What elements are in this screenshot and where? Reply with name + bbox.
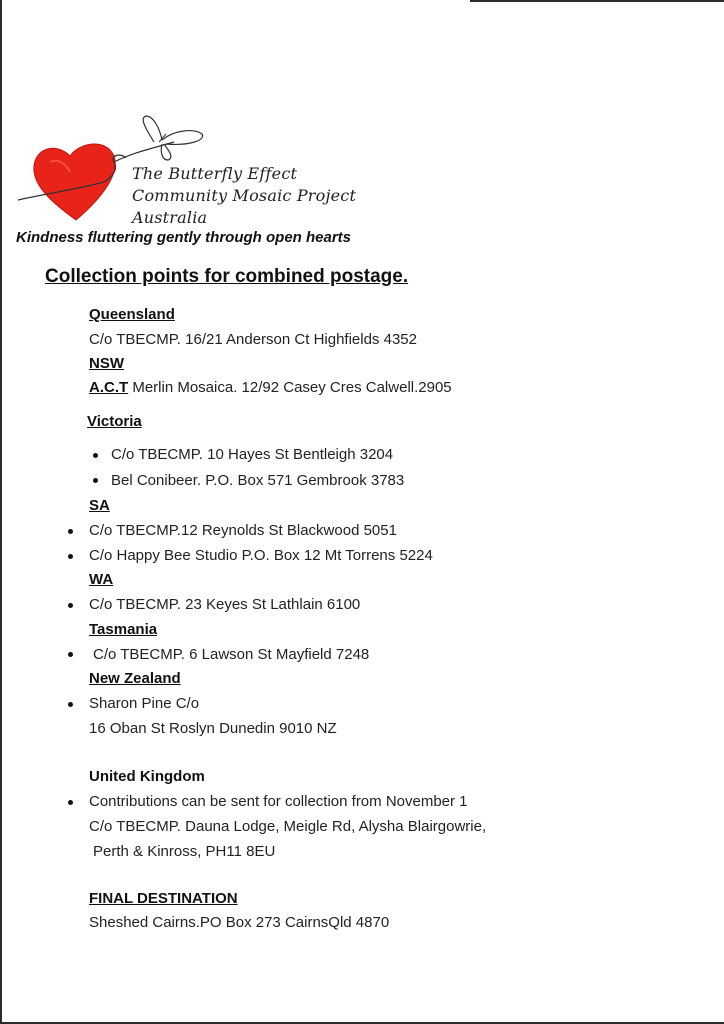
- united-kingdom-note: Contributions can be sent for collection from November 1: [89, 793, 468, 810]
- bullet: [68, 529, 73, 534]
- sa-address-1: C/o TBECMP.12 Reynolds St Blackwood 5051: [89, 522, 397, 539]
- logo-title-line2: Community Mosaic Project: [132, 186, 357, 205]
- region-tasmania-title: Tasmania: [89, 621, 158, 638]
- victoria-address-2: Bel Conibeer. P.O. Box 571 Gembrook 3783: [111, 472, 405, 489]
- final-destination-title: FINAL DESTINATION: [89, 890, 238, 907]
- region-new-zealand-title: New Zealand: [89, 670, 181, 687]
- logo-title-line1: The Butterfly Effect: [132, 164, 298, 183]
- page-border-top: [470, 0, 724, 2]
- tasmania-address: C/o TBECMP. 6 Lawson St Mayfield 7248: [93, 646, 370, 663]
- bullet: [68, 702, 73, 707]
- queensland-address: C/o TBECMP. 16/21 Anderson Ct Highfields 4352: [89, 331, 417, 348]
- new-zealand-name: Sharon Pine C/o: [89, 695, 200, 712]
- region-nsw-title: NSW: [89, 355, 124, 372]
- bullet: [68, 554, 73, 559]
- wa-address: C/o TBECMP. 23 Keyes St Lathlain 6100: [89, 596, 361, 613]
- united-kingdom-address-2: Perth & Kinross, PH11 8EU: [93, 843, 276, 860]
- bullet: [68, 603, 73, 608]
- sa-address-2: C/o Happy Bee Studio P.O. Box 12 Mt Torrens 5224: [89, 547, 433, 564]
- region-victoria-title: Victoria: [87, 413, 142, 430]
- page-heading: Collection points for combined postage.: [45, 266, 409, 287]
- page-border-left: [0, 0, 2, 1024]
- logo: [14, 112, 357, 230]
- united-kingdom-address-1: C/o TBECMP. Dauna Lodge, Meigle Rd, Alysha Blairgowrie,: [89, 818, 487, 835]
- logo-title-line3: Australia: [132, 208, 208, 227]
- bullet: [93, 453, 98, 458]
- nsw-address: Merlin Mosaica. 12/92 Casey Cres Calwell.2905: [128, 379, 452, 396]
- bullet: [68, 652, 73, 657]
- bullet: [68, 800, 73, 805]
- region-wa-title: WA: [89, 571, 114, 588]
- new-zealand-address: 16 Oban St Roslyn Dunedin 9010 NZ: [89, 720, 337, 737]
- act-label: A.C.T: [89, 379, 129, 396]
- nsw-address-line: [89, 379, 452, 396]
- region-united-kingdom-title: United Kingdom: [89, 768, 205, 785]
- region-queensland-title: Queensland: [89, 306, 175, 323]
- region-sa-title: SA: [89, 497, 110, 514]
- bullet: [93, 478, 98, 483]
- final-destination-address: Sheshed Cairns.PO Box 273 CairnsQld 4870: [89, 914, 390, 931]
- victoria-address-1: C/o TBECMP. 10 Hayes St Bentleigh 3204: [111, 446, 394, 463]
- tagline: Kindness fluttering gently through open hearts: [16, 229, 352, 246]
